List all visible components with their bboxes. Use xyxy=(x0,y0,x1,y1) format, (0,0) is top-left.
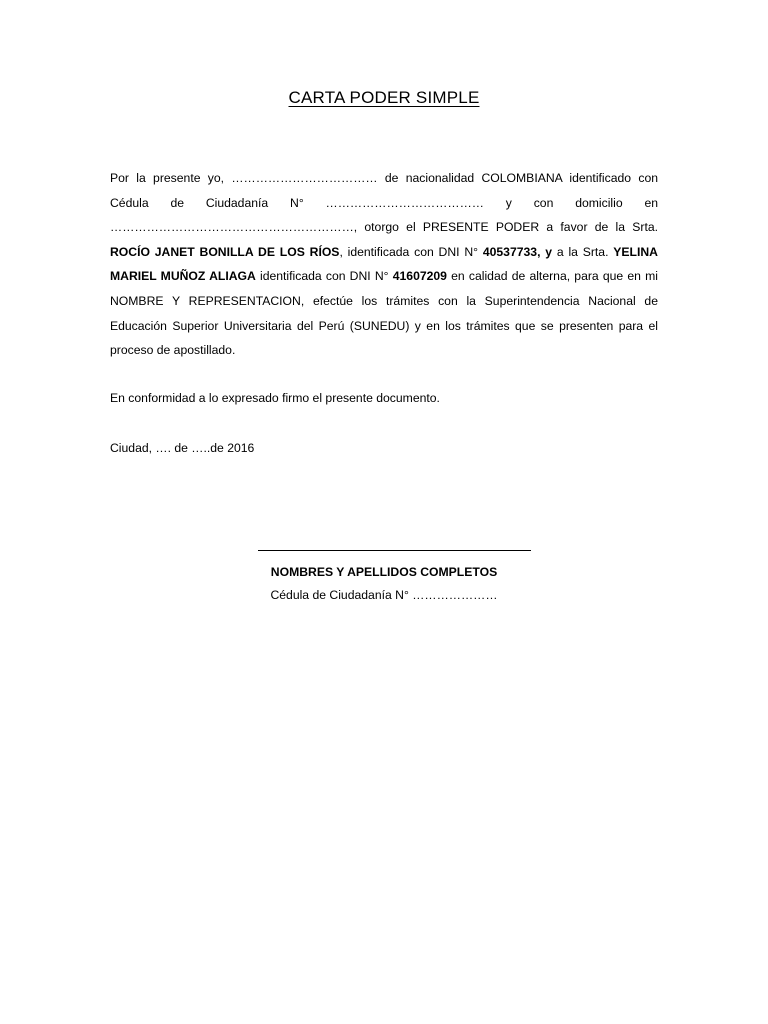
document-title: CARTA PODER SIMPLE xyxy=(288,88,480,107)
date-line: Ciudad, …. de …..de 2016 xyxy=(110,441,255,455)
attorney-name-2: YELINA MARIEL MUÑOZ ALIAGA xyxy=(110,244,658,284)
paragraph-text-5: en calidad de alterna, para que en mi NOMBRE Y REPRESENTACION, efectúe los trámites con la Superintendencia Nacional de Educación Superior Universitaria del Perú (SUNEDU) y en los trámites que se presenten para el proceso de apostillado. xyxy=(110,269,658,358)
paragraph-text-4: identificada con DNI N° xyxy=(255,269,393,284)
power-of-attorney-paragraph xyxy=(110,166,658,363)
signature-id-label: Cédula de Ciudadanía N° ………………… xyxy=(270,588,498,602)
paragraph-text-1: Por la presente yo, ……………………………… de nacionalidad COLOMBIANA identificado con Cédula de Ciudadanía N° ………………………………… y con domicilio en ……………………………………………………, otorgo el PRESENTE PODER a favor de la Srta. xyxy=(110,171,658,235)
signature-line xyxy=(258,550,531,551)
conformity-paragraph: En conformidad a lo expresado firmo el presente documento. xyxy=(110,391,440,405)
signature-name-label: NOMBRES Y APELLIDOS COMPLETOS xyxy=(270,565,498,579)
attorney-dni-2: 41607209 xyxy=(392,269,447,284)
attorney-name-1: ROCÍO JANET BONILLA DE LOS RÍOS xyxy=(110,244,340,259)
attorney-dni-1: 40537733, y xyxy=(482,244,553,259)
paragraph-text-3: a la Srta. xyxy=(552,244,614,259)
paragraph-text-2: , identificada con DNI N° xyxy=(339,244,483,259)
